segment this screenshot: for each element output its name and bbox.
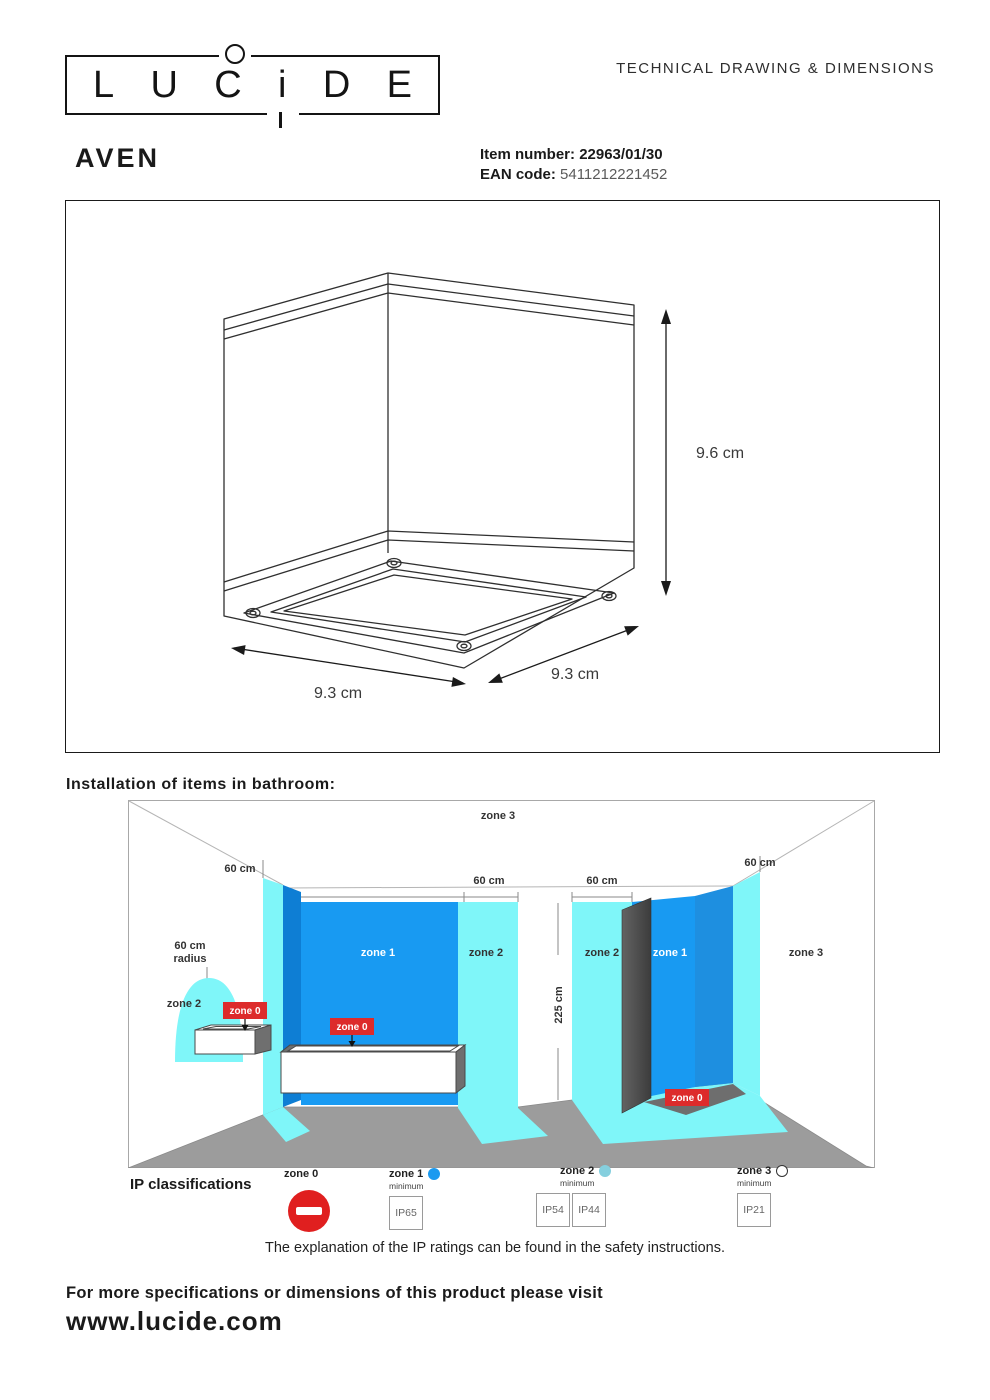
ip-zone2-minimum: minimum bbox=[560, 1178, 595, 1188]
dim-60cm-left: 60 cm bbox=[224, 863, 256, 875]
logo-letter: C bbox=[214, 64, 242, 106]
ip-classifications-title: IP classifications bbox=[130, 1176, 252, 1193]
logo-ring-icon bbox=[225, 44, 245, 64]
depth-dimension-label: 9.3 cm bbox=[551, 666, 600, 683]
item-number-value: 22963/01/30 bbox=[579, 146, 663, 163]
bathtub bbox=[281, 1045, 465, 1093]
zone2-dot-icon bbox=[599, 1165, 611, 1177]
radius-note-line1: 60 cm bbox=[174, 940, 206, 952]
logo-letter: L bbox=[93, 64, 115, 106]
ip-zone2-label: zone 2 bbox=[560, 1165, 595, 1177]
dim-225cm: 225 cm bbox=[553, 986, 565, 1024]
zone2-right-wall-strip bbox=[733, 872, 760, 1096]
zone0-shower-badge bbox=[665, 1089, 709, 1106]
ip65-rating-box: IP65 bbox=[389, 1196, 423, 1230]
width-dimension bbox=[230, 643, 467, 689]
no-entry-icon bbox=[288, 1190, 330, 1232]
zone3-wall-label: zone 3 bbox=[788, 947, 824, 959]
lucide-logo bbox=[65, 55, 440, 115]
ip21-rating-box: IP21 bbox=[737, 1193, 771, 1227]
ip-zone3-group bbox=[737, 1165, 788, 1227]
ean-row bbox=[480, 165, 667, 185]
zone3-ceiling-label: zone 3 bbox=[480, 810, 516, 822]
logo-letter: U bbox=[150, 64, 178, 106]
dim-60cm-shower: 60 cm bbox=[586, 875, 618, 887]
zone1-shower-label: zone 1 bbox=[652, 947, 688, 959]
ip44-rating-box: IP44 bbox=[572, 1193, 606, 1227]
dim-60cm-bath: 60 cm bbox=[473, 875, 505, 887]
item-number-label: Item number: bbox=[480, 146, 576, 163]
ip54-rating-box: IP54 bbox=[536, 1193, 570, 1227]
width-dimension-label: 9.3 cm bbox=[314, 685, 363, 702]
height-dimension bbox=[661, 309, 671, 596]
svg-text:zone 0: zone 0 bbox=[229, 1006, 261, 1017]
product-dimension-drawing bbox=[66, 201, 941, 754]
zone1-dot-icon bbox=[428, 1168, 440, 1180]
radius-note-line2: radius bbox=[173, 953, 207, 965]
height-dimension-label: 9.6 cm bbox=[696, 445, 745, 462]
svg-text:zone 0: zone 0 bbox=[336, 1022, 368, 1033]
technical-drawing-frame bbox=[65, 200, 940, 753]
document-type-title: TECHNICAL DRAWING & DIMENSIONS bbox=[616, 60, 935, 77]
svg-text:zone 0: zone 0 bbox=[671, 1093, 703, 1104]
bathroom-zones-diagram bbox=[128, 800, 875, 1168]
logo-border-gap bbox=[267, 113, 299, 116]
logo-letter: i bbox=[278, 64, 287, 106]
ip-zone2-group bbox=[536, 1165, 611, 1227]
ip-zone1-group bbox=[389, 1168, 440, 1230]
ip-zone3-minimum: minimum bbox=[737, 1178, 772, 1188]
footer-note: For more specifications or dimensions of this product please visit bbox=[66, 1284, 603, 1302]
ean-value: 5411212221452 bbox=[560, 166, 668, 184]
item-number-row bbox=[480, 145, 667, 165]
logo-letter: E bbox=[386, 64, 412, 106]
zone2-bath-label: zone 2 bbox=[468, 947, 504, 959]
zone2-bath-wall bbox=[458, 902, 518, 1108]
shower-door bbox=[622, 898, 651, 1113]
logo-letter: D bbox=[322, 64, 351, 106]
product-name: AVEN bbox=[75, 143, 161, 173]
ip-caption: The explanation of the IP ratings can be found in the safety instructions. bbox=[265, 1240, 725, 1256]
zone2-left-wall-strip bbox=[263, 878, 283, 1115]
ip-zone1-label: zone 1 bbox=[389, 1168, 424, 1180]
ip-zone3-label: zone 3 bbox=[737, 1165, 772, 1177]
ip-zone1-minimum: minimum bbox=[389, 1181, 424, 1191]
dim-60cm-right: 60 cm bbox=[744, 857, 776, 869]
bathroom-section-title: Installation of items in bathroom: bbox=[66, 776, 336, 793]
website-link[interactable]: www.lucide.com bbox=[66, 1306, 283, 1336]
ip-zone0-label: zone 0 bbox=[284, 1168, 319, 1180]
ean-label: EAN code: bbox=[480, 166, 556, 184]
zone3-dot-icon bbox=[776, 1165, 788, 1177]
zone2-basin-label: zone 2 bbox=[166, 998, 202, 1010]
washbasin bbox=[195, 1025, 271, 1054]
zone2-shower-label: zone 2 bbox=[584, 947, 620, 959]
product-identifiers bbox=[480, 145, 667, 186]
ip-zone0-group bbox=[284, 1168, 318, 1180]
zone1-bath-label: zone 1 bbox=[360, 947, 396, 959]
logo-i-stem bbox=[279, 112, 282, 128]
